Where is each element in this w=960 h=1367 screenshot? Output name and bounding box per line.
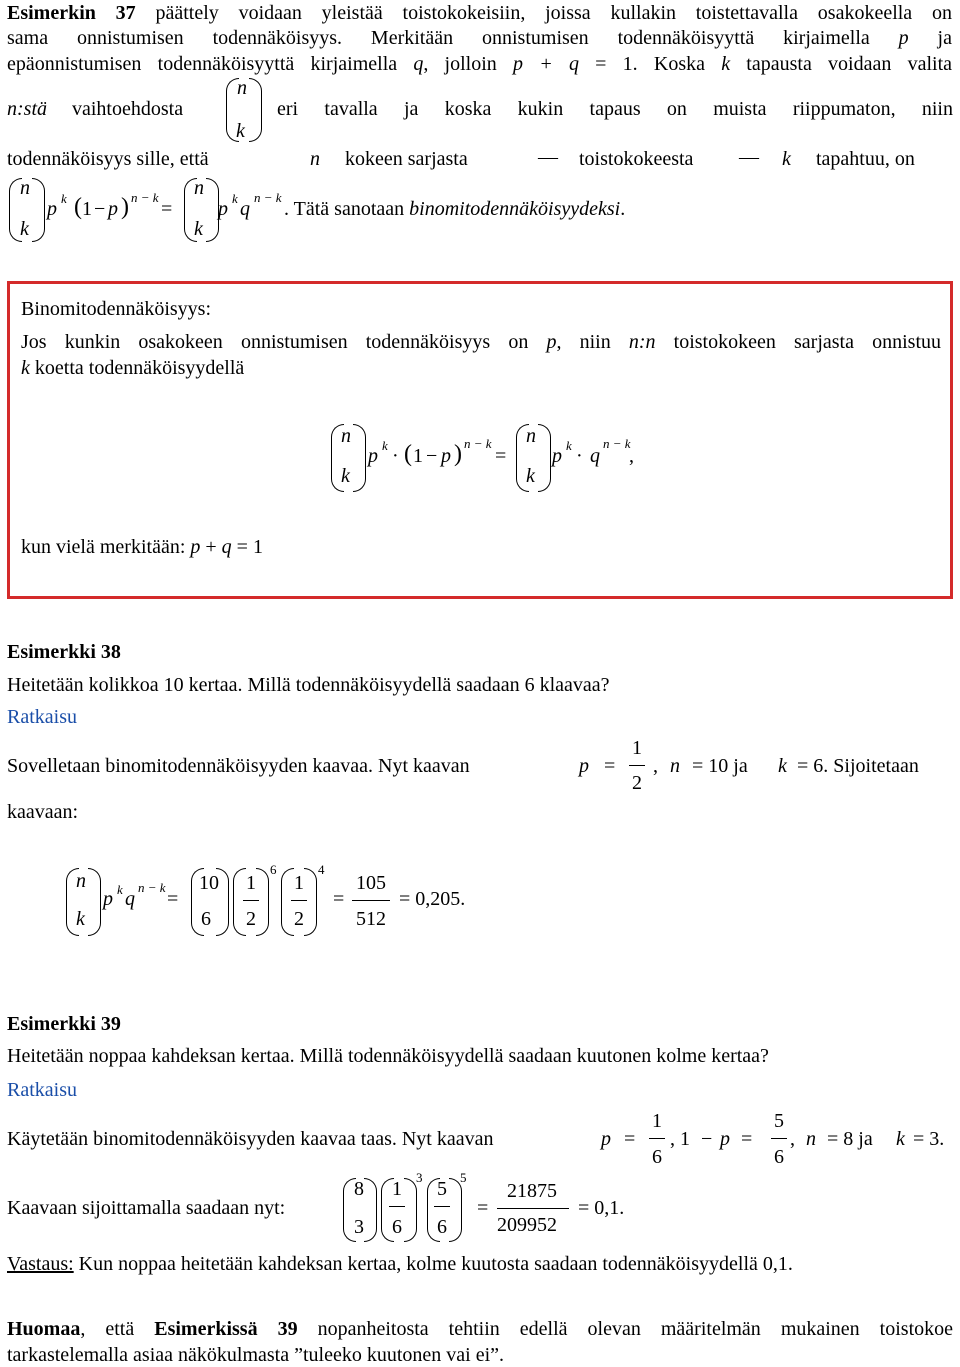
- example-39-question: Heitetään noppaa kahdeksan kertaa. Millä todennäköisyydellä saadaan kuutonen kolme kertaa?: [7, 1045, 769, 1067]
- definition-text-1: Jos kunkin osakokeen onnistumisen todennäköisyys on p, niin n:n toistokokeen sarjasta onnistuu: [21, 331, 941, 353]
- example-38-question: Heitetään kolikkoa 10 kertaa. Millä todennäköisyydellä saadaan 6 klaavaa?: [7, 674, 610, 696]
- example-38-solution-label: Ratkaisu: [7, 706, 77, 728]
- intro-line-2: sama onnistumisen todennäköisyys. Merkitään onnistumisen todennäköisyyttä kirjaimella p ja: [7, 27, 952, 49]
- definition-title: Binomitodennäköisyys:: [21, 298, 211, 320]
- definition-text-2: k koetta todennäköisyydellä: [21, 357, 245, 379]
- example-38-kaavaan: kaavaan:: [7, 801, 79, 823]
- intro-line-3: epäonnistumisen todennäköisyyttä kirjaimella q, jolloin p + q = 1. Koska k tapausta voidaan valita: [7, 53, 953, 75]
- intro-line-1: Esimerkin 37 päättely voidaan yleistää toistokokeisiin, joissa kullakin toistettavalla osakokeella on: [7, 2, 952, 24]
- term-binomial-probability: binomitodennäköisyydeksi: [409, 198, 621, 220]
- example-39-title: Esimerkki 39: [7, 1013, 121, 1035]
- note-line-1: Huomaa, että Esimerkissä 39 nopanheitosta tehtiin edellä olevan määritelmän mukainen toistokoe: [7, 1318, 954, 1340]
- definition-footer: kun vielä merkitään: p + q = 1: [21, 536, 263, 558]
- example-ref: Esimerkin 37: [7, 2, 136, 24]
- example-39-answer: Vastaus: Kun noppaa heitetään kahdeksan kertaa, kolme kuutosta saadaan todennäköisyydellä 0,1.: [7, 1253, 793, 1275]
- note-line-2: tarkastelemalla asiaa näkökulmasta ”tuleeko kuutonen vai ei”.: [7, 1344, 505, 1366]
- example-38-title: Esimerkki 38: [7, 641, 121, 663]
- example-39-solution-label: Ratkaisu: [7, 1079, 77, 1101]
